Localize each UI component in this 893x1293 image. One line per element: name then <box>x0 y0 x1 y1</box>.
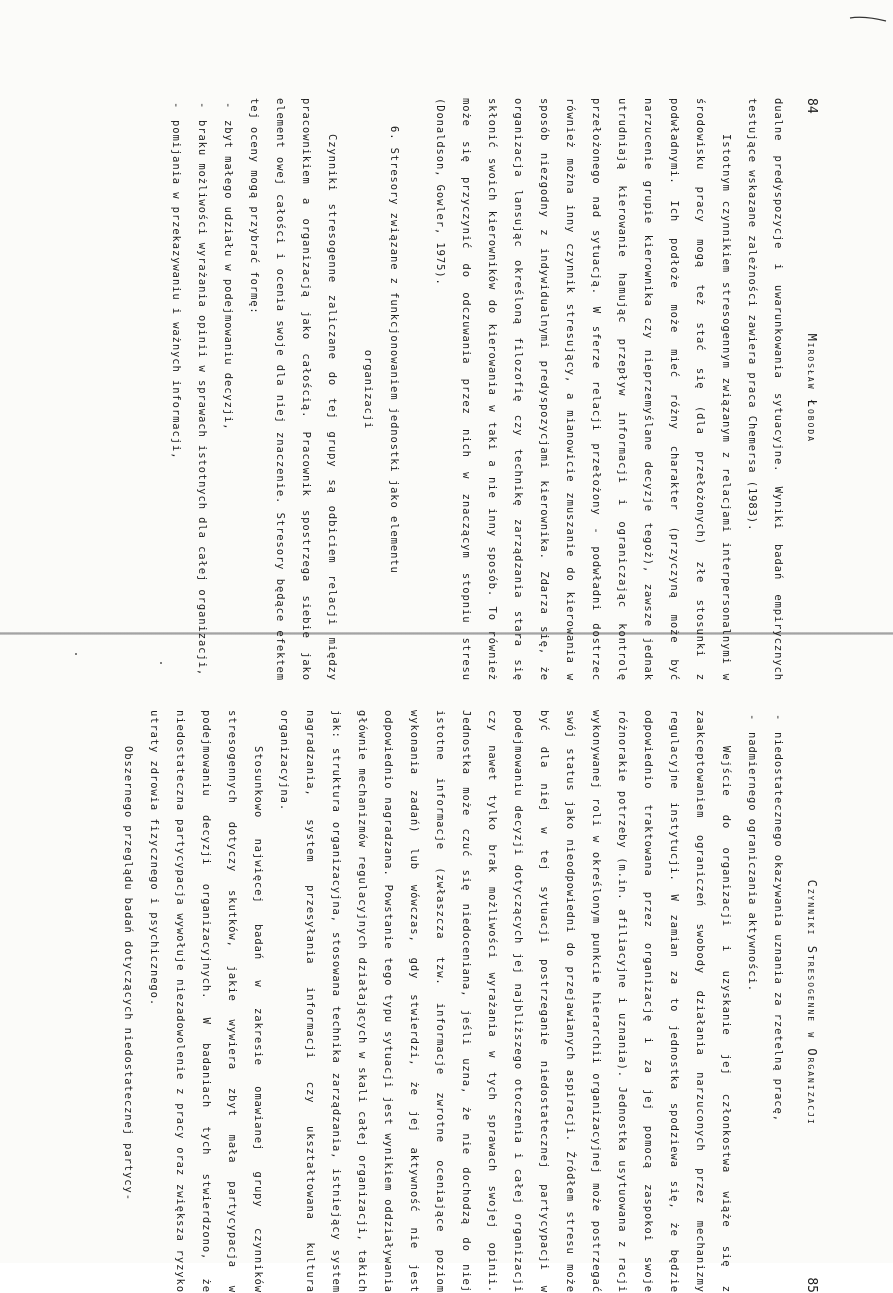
section-heading-line: 6. Stresory związane z funkcjonowaniem jednostki jako elementu <box>388 126 400 574</box>
paragraph: Wejście do organizacji i uzyskanie jej członkostwa wiąże się z zaakceptowaniem ograniczeń swobody działania narzuconych przez mechanizmy regulacyjne instytucji. W zamian za to jednostka spodziewa się, że będzie odpowiednio traktowana przez organizację i za jej pomocą zaspokoi swoje różnorakie potrzeby (m.in. afiliacyjne i uznania). Jednostka usytuowana z racji wykonywanej roli w określonym punkcie hierarchii organizacyjnej może postrzegać swój status jako nieodpowiedni do przejawianych aspiracji. Źródłem stresu może być dla niej w tej sytuacji postrzeganie niedostatecznej partycypacji w podejmowaniu decyzji dotyczących jej najbliższego otoczenia i całej organizacji czy nawet tylko brak możliwości wyrażania w tych sprawach swojej opinii. Jednostka może czuć się niedoceniana, jeśli uzna, że nie dochodzą do niej istotne informacje (zwłaszcza tzw. informacje zwrotne oceniające poziom wykonania zadań) lub wówczas, gdy stwierdzi, że jej aktywność nie jest odpowiednio nagradzana. Powstanie tego typu sytuacji jest wynikiem oddziaływania głównie mechanizmów regulacyjnych działających w skali całej organizacji, takich jak: struktura organizacyjna, stosowana technika zarządzania, istniejący system nagradzania, system przesyłania informacji czy ukształtowana kultura organizacyjna. <box>278 710 732 1293</box>
page-number: 84 <box>804 98 819 114</box>
paragraph: Obszernego przeglądu badań dotyczących niedostatecznej partycy- <box>122 746 134 1201</box>
paragraph: Czynniki stresogenne zaliczane do tej grupy są odbiciem relacji między pracownikiem a organizacją jako całością. Pracownik spostrzega siebie jako element owej całości i ocenia swoje dla niej znaczenie. Stresory będące efektem tej oceny mogą przybrać formę: <box>248 98 338 681</box>
running-head <box>799 710 825 1293</box>
page-number: 85 <box>804 1277 819 1293</box>
section-heading-line: organizacji <box>362 349 374 430</box>
page-84 <box>65 98 825 681</box>
running-head-title: Czynniki Stresogenne w Organizacji <box>805 879 819 1126</box>
stressor-list <box>163 98 241 681</box>
scan-corner-mark <box>848 10 888 24</box>
list-item: - pomijania w przekazywaniu i ważnych informacji, <box>163 98 189 681</box>
stressor-list <box>739 710 791 1293</box>
paragraph-continued: dualne predyspozycje i uwarunkowania sytuacyjne. Wyniki badań empirycznych testujące wskazane zależności zawiera praca Chemersa (1983). <box>746 98 784 681</box>
section-heading <box>355 98 407 681</box>
paragraph: Istotnym czynnikiem stresogennym związanym z relacjami interpersonalnymi w środowisku pracy mogą też stać się (dla przełożonych) złe stosunki z podwładnymi. Ich podłoże może mieć różny charakter (przyczyną może być narzucenie grupie kierownika czy nieprzemyślane decyzje tegoż), zawsze jednak utrudniają kierowanie hamując przepływ informacji i ograniczając kontrolę przełożonego nad sytuacją. W sferze relacji przełożony - podwładni dostrzec również można inny czynnik stresujący, a mianowicie zmuszanie do kierowania w sposób niezgodny z indywidualnymi predyspozycjami kierownika. Zdarza się, że organizacja lansując określoną filozofię czy technikę zarządzania stara się skłonić swoich kierowników do kierowania w taki a nie inny sposób. To również może się przyczynić do odczuwania przez nich w znaczącym stopniu stresu (Donaldson, Gowler, 1975). <box>434 98 732 681</box>
list-item: - braku możliwości wyrażania opinii w sprawach istotnych dla całej organizacji, <box>189 98 215 681</box>
list-item: - nadmiernego ograniczania aktywności. <box>739 710 765 1293</box>
list-item: - niedostatecznego okazywania uznania za rzetelną pracę, <box>765 710 791 1293</box>
paragraph: Stosunkowo najwięcej badań w zakresie omawianej grupy czynników stresogennych dotyczy skutków, jakie wywiera zbyt mała partycypacja w podejmowaniu decyzji organizacyjnych. W badaniach tych stwierdzono, że niedostateczna partycypacja wywołuje niezadowolenie z pracy oraz zwiększa ryzyko utraty zdrowia fizycznego i psychicznego. <box>148 710 264 1293</box>
list-item: - zbyt małego udziału w podejmowaniu decyzji, <box>215 98 241 681</box>
running-head <box>799 98 825 681</box>
running-head-author: Mirosław Łoboda <box>805 333 819 444</box>
page-85 <box>65 710 825 1293</box>
